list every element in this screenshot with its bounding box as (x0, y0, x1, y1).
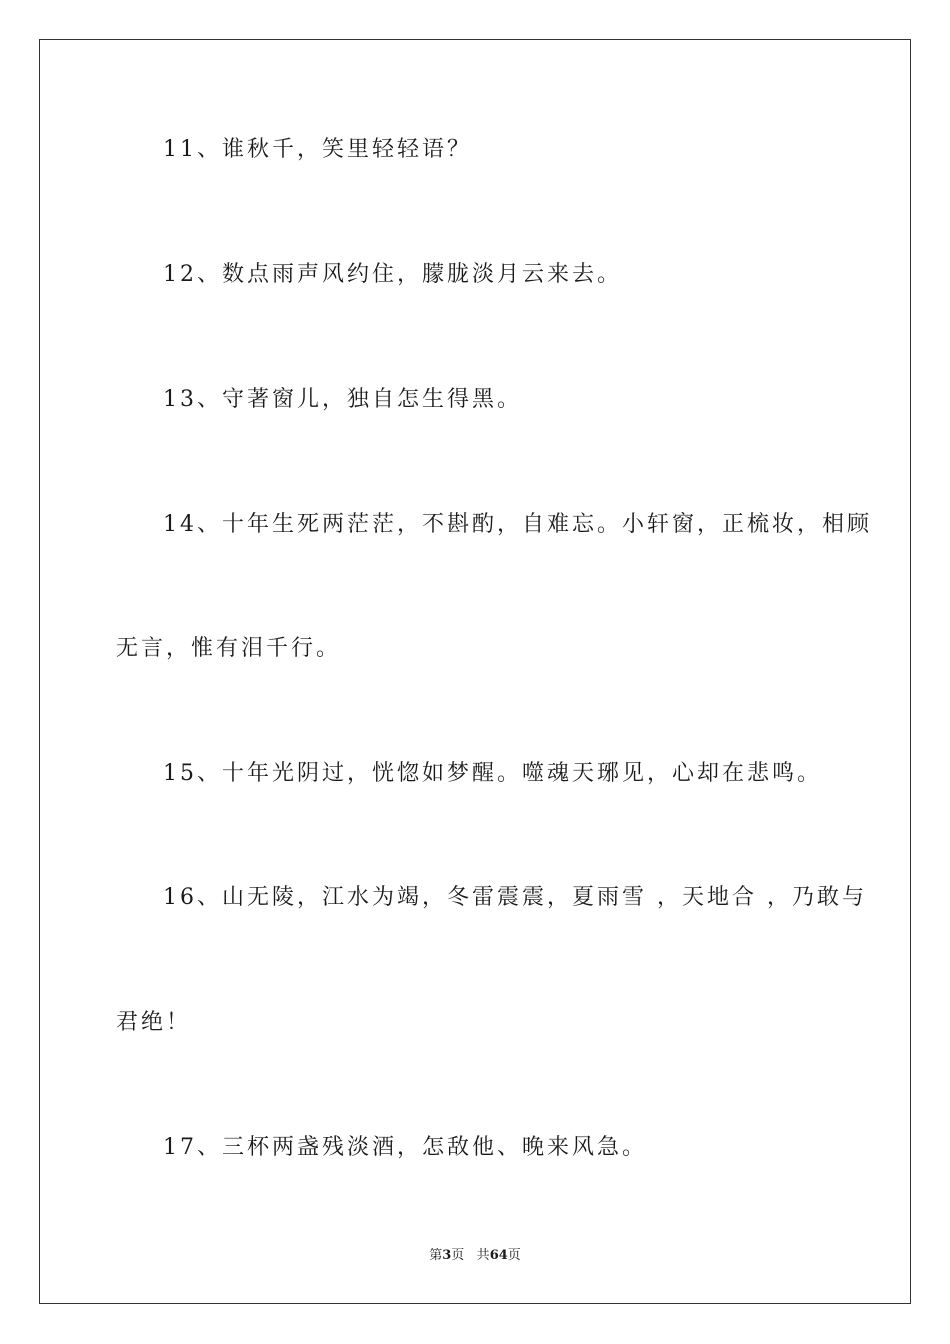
page-suffix: 页 (451, 1248, 465, 1263)
page-footer (0, 1247, 950, 1265)
poem-line-13: 13、守著窗儿，独自怎生得黑。 (163, 387, 522, 412)
page-border (39, 39, 911, 1304)
poem-line-16-continued: 君绝！ (116, 1010, 192, 1035)
poem-line-14-continued: 无言，惟有泪千行。 (116, 636, 342, 661)
poem-line-15: 15、十年光阴过，恍惚如梦醒。噬魂天琊见，心却在悲鸣。 (163, 761, 822, 786)
total-pages: 64 (489, 1248, 508, 1263)
poem-line-14: 14、十年生死两茫茫，不斟酌，自难忘。小轩窗，正梳妆，相顾 (163, 512, 872, 537)
page-prefix: 第 (429, 1248, 443, 1263)
total-suffix: 页 (507, 1248, 521, 1263)
total-prefix: 共 (476, 1248, 490, 1263)
poem-line-16: 16、山无陵，江水为竭，冬雷震震，夏雨雪 ，天地合 ，乃敢与 (163, 885, 867, 910)
poem-line-11: 11、谁秋千，笑里轻轻语？ (163, 137, 472, 162)
poem-line-17: 17、三杯两盏残淡酒，怎敌他、晚来风急。 (163, 1135, 647, 1160)
poem-line-12: 12、数点雨声风约住，朦胧淡月云来去。 (163, 262, 622, 287)
page-number: 3 (442, 1248, 452, 1263)
